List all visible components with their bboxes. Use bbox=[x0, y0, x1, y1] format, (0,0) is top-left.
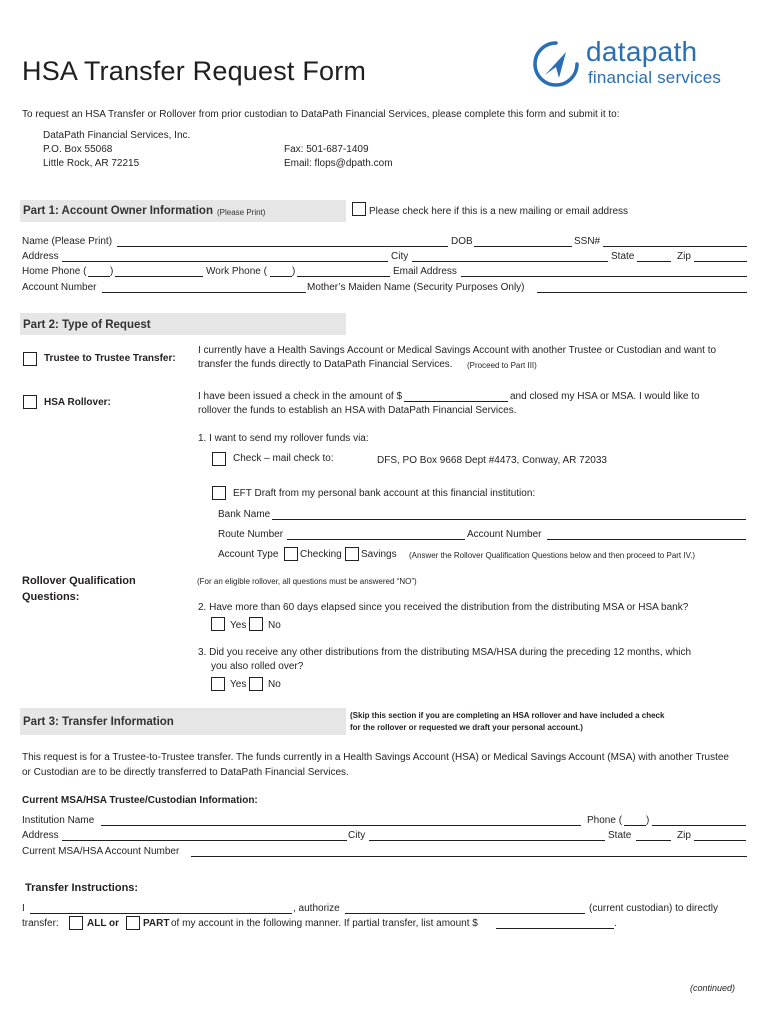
state-field[interactable] bbox=[637, 261, 671, 262]
question-3-line2: you also rolled over? bbox=[211, 661, 304, 672]
q3-no-checkbox[interactable] bbox=[249, 677, 263, 691]
current-account-number-label: Current MSA/HSA Account Number bbox=[22, 846, 180, 857]
institution-zip-field[interactable] bbox=[694, 840, 746, 841]
send-via-label: 1. I want to send my rollover funds via: bbox=[198, 433, 369, 444]
part3-skip-line2: for the rollover or requested we draft your personal account.) bbox=[350, 723, 583, 732]
home-phone-field[interactable] bbox=[115, 276, 203, 277]
eft-draft-label: EFT Draft from my personal bank account at this financial institution: bbox=[233, 488, 536, 499]
email-label: Email Address bbox=[393, 266, 457, 277]
rollover-text-line2: rollover the funds to establish an HSA with DataPath Financial Services. bbox=[198, 405, 517, 416]
institution-city-label: City bbox=[348, 830, 366, 841]
check-mail-checkbox[interactable] bbox=[212, 452, 226, 466]
rollover-questions-title2: Questions: bbox=[22, 591, 80, 603]
q2-yes-checkbox[interactable] bbox=[211, 617, 225, 631]
hsa-rollover-label: HSA Rollover: bbox=[44, 397, 111, 408]
email-field[interactable] bbox=[461, 276, 747, 277]
q3-no-label: No bbox=[268, 679, 281, 690]
institution-name-field[interactable] bbox=[101, 825, 581, 826]
part3-title: Part 3: Transfer Information bbox=[23, 716, 174, 728]
trustee-text-line1: I currently have a Health Savings Account or Medical Savings Account with another Trustee or Custodian and want to bbox=[198, 345, 717, 356]
institution-zip-label: Zip bbox=[677, 830, 691, 841]
part1-header bbox=[20, 200, 346, 222]
q3-yes-label: Yes bbox=[230, 679, 247, 690]
part3-description-line1: This request is for a Trustee-to-Trustee transfer. The funds currently in a Health Savings Account (HSA) or Medical Savings Account (MSA) with another Trustee bbox=[22, 752, 729, 763]
part2-title: Part 2: Type of Request bbox=[23, 319, 151, 331]
state-label: State bbox=[611, 251, 635, 262]
transfer-part-label: PART bbox=[143, 918, 170, 929]
institution-state-field[interactable] bbox=[636, 840, 671, 841]
account-type-label: Account Type bbox=[218, 549, 279, 560]
transfer-label: transfer: bbox=[22, 918, 59, 929]
question-3-line1: 3. Did you receive any other distributions from the distributing MSA/HSA during the preceding 12 months, which bbox=[198, 647, 692, 658]
name-label: Name (Please Print) bbox=[22, 236, 113, 247]
account-number-field[interactable] bbox=[102, 292, 306, 293]
partial-transfer-text: of my account in the following manner. If partial transfer, list amount $ bbox=[171, 918, 478, 929]
trustee-transfer-label: Trustee to Trustee Transfer: bbox=[44, 353, 176, 364]
eft-account-number-label: Account Number bbox=[467, 529, 542, 540]
zip-label: Zip bbox=[677, 251, 691, 262]
trustee-text-line2: transfer the funds directly to DataPath Financial Services. bbox=[198, 359, 453, 370]
owner-name-field[interactable] bbox=[30, 913, 292, 914]
part3-header bbox=[20, 708, 346, 735]
compass-arrow-icon bbox=[532, 40, 580, 88]
intro-text: To request an HSA Transfer or Rollover from prior custodian to DataPath Financial Services, please complete this form and submit it to: bbox=[22, 109, 620, 120]
bank-name-label: Bank Name bbox=[218, 509, 271, 520]
bank-name-field[interactable] bbox=[272, 519, 746, 520]
zip-field[interactable] bbox=[694, 261, 747, 262]
company-name: DataPath Financial Services, Inc. bbox=[43, 130, 191, 141]
current-custodian-title: Current MSA/HSA Trustee/Custodian Information: bbox=[22, 795, 258, 806]
check-mail-label: Check – mail check to: bbox=[233, 453, 334, 464]
city-state-zip: Little Rock, AR 72215 bbox=[43, 158, 140, 169]
route-number-field[interactable] bbox=[287, 539, 465, 540]
address-field[interactable] bbox=[62, 261, 388, 262]
check-mail-address: DFS, PO Box 9668 Dept #4473, Conway, AR 72033 bbox=[377, 455, 607, 466]
checking-checkbox[interactable] bbox=[284, 547, 298, 561]
address-label: Address bbox=[22, 251, 59, 262]
transfer-all-label: ALL or bbox=[87, 918, 120, 929]
transfer-instructions-title: Transfer Instructions: bbox=[25, 882, 139, 894]
new-address-label: Please check here if this is a new mailing or email address bbox=[369, 206, 629, 217]
account-number-label: Account Number bbox=[22, 282, 97, 293]
eft-account-number-field[interactable] bbox=[547, 539, 746, 540]
maiden-name-label: Mother’s Maiden Name (Security Purposes Only) bbox=[307, 282, 525, 293]
logo-tagline: financial services bbox=[588, 68, 722, 87]
rollover-text-a: I have been issued a check in the amount of $ bbox=[198, 391, 403, 402]
route-number-label: Route Number bbox=[218, 529, 284, 540]
home-phone-label: Home Phone ( bbox=[22, 266, 87, 277]
name-field[interactable] bbox=[117, 246, 448, 247]
eft-draft-checkbox[interactable] bbox=[212, 486, 226, 500]
city-label: City bbox=[391, 251, 409, 262]
rollover-text-b: and closed my HSA or MSA. I would like to bbox=[510, 391, 700, 402]
dob-field[interactable] bbox=[474, 246, 572, 247]
logo-name: datapath bbox=[586, 36, 698, 67]
q2-no-checkbox[interactable] bbox=[249, 617, 263, 631]
savings-label: Savings bbox=[361, 549, 397, 560]
q2-no-label: No bbox=[268, 620, 281, 631]
institution-phone-label: Phone ( bbox=[587, 815, 623, 826]
work-phone-label: Work Phone ( bbox=[206, 266, 267, 277]
work-phone-field[interactable] bbox=[297, 276, 390, 277]
trustee-note: (Proceed to Part III) bbox=[467, 361, 537, 370]
work-phone-area-field[interactable] bbox=[270, 276, 292, 277]
check-amount-field[interactable] bbox=[404, 401, 508, 402]
rollover-questions-note: (For an eligible rollover, all questions must be answered “NO”) bbox=[197, 577, 417, 586]
part3-description-line2: or Custodian are to be directly transferred to DataPath Financial Services. bbox=[22, 767, 349, 778]
instructions-i-label: I bbox=[22, 903, 25, 914]
page-title: HSA Transfer Request Form bbox=[22, 56, 367, 86]
authorize-label: , authorize bbox=[293, 903, 340, 914]
continued-note: (continued) bbox=[690, 983, 736, 993]
transfer-part-checkbox[interactable] bbox=[126, 916, 140, 930]
ssn-label: SSN# bbox=[574, 236, 601, 247]
trustee-transfer-checkbox[interactable] bbox=[23, 352, 37, 366]
partial-amount-field[interactable] bbox=[496, 928, 614, 929]
current-account-number-field[interactable] bbox=[191, 856, 747, 857]
current-custodian-field[interactable] bbox=[345, 913, 585, 914]
new-address-checkbox[interactable] bbox=[352, 202, 366, 216]
institution-phone-field[interactable] bbox=[652, 825, 746, 826]
checking-label: Checking bbox=[300, 549, 342, 560]
part3-skip-line1: (Skip this section if you are completing an HSA rollover and have included a check bbox=[350, 711, 665, 720]
q3-yes-checkbox[interactable] bbox=[211, 677, 225, 691]
maiden-name-field[interactable] bbox=[537, 292, 747, 293]
q2-yes-label: Yes bbox=[230, 620, 247, 631]
rollover-questions-title: Rollover Qualification bbox=[22, 575, 136, 587]
transfer-all-checkbox[interactable] bbox=[69, 916, 83, 930]
custodian-direct-label: (current custodian) to directly bbox=[589, 903, 718, 914]
email-address: Email: flops@dpath.com bbox=[284, 158, 393, 169]
ssn-field[interactable] bbox=[603, 246, 747, 247]
part1-title: Part 1: Account Owner Information bbox=[23, 205, 213, 217]
question-2: 2. Have more than 60 days elapsed since you received the distribution from the distributing MSA or HSA bank? bbox=[198, 602, 689, 613]
datapath-logo bbox=[532, 38, 742, 98]
account-type-note: (Answer the Rollover Qualification Questions below and then proceed to Part IV.) bbox=[409, 551, 696, 560]
savings-checkbox[interactable] bbox=[345, 547, 359, 561]
home-phone-area-field[interactable] bbox=[88, 276, 110, 277]
institution-phone-area-field[interactable] bbox=[624, 825, 646, 826]
fax-number: Fax: 501-687-1409 bbox=[284, 144, 369, 155]
institution-address-label: Address bbox=[22, 830, 59, 841]
institution-name-label: Institution Name bbox=[22, 815, 95, 826]
institution-state-label: State bbox=[608, 830, 632, 841]
city-field[interactable] bbox=[412, 261, 608, 262]
part2-header bbox=[20, 313, 346, 335]
institution-address-field[interactable] bbox=[62, 840, 347, 841]
partial-period: . bbox=[614, 918, 617, 929]
hsa-rollover-checkbox[interactable] bbox=[23, 395, 37, 409]
institution-city-field[interactable] bbox=[369, 840, 605, 841]
part1-note: (Please Print) bbox=[217, 208, 266, 217]
po-box: P.O. Box 55068 bbox=[43, 144, 113, 155]
dob-label: DOB bbox=[451, 236, 473, 247]
